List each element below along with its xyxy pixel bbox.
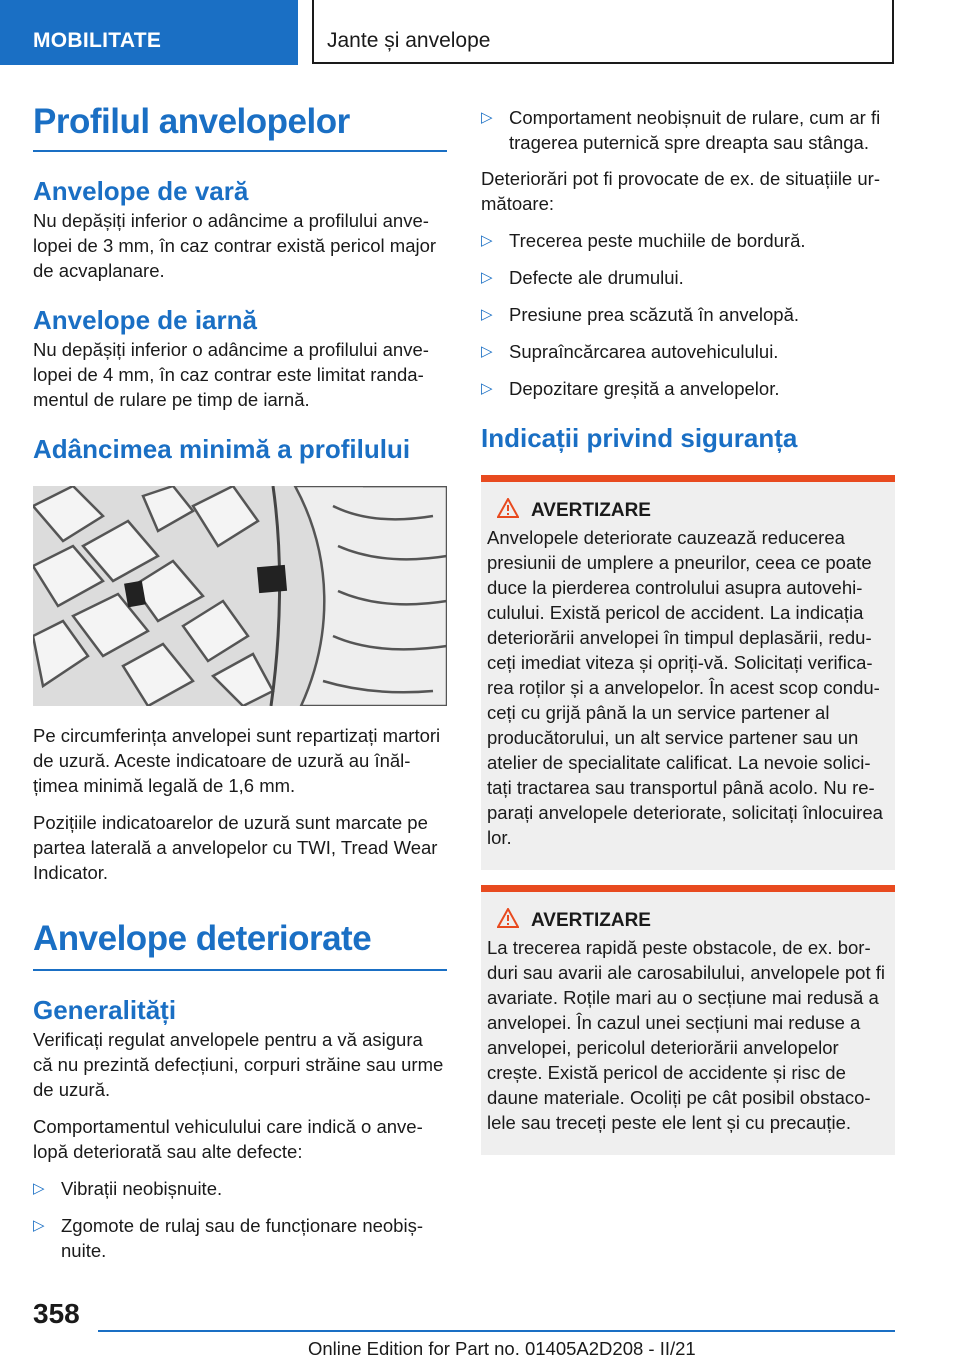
warning-triangle-icon xyxy=(497,498,519,518)
warning-box-2 xyxy=(481,885,895,1155)
title-profile-wrap xyxy=(33,98,447,152)
summer-text: Nu depășiți inferior o adâncime a profilului anvelopei de 3 mm, în caz contrar există pericol major de acvaplanare. xyxy=(33,210,437,281)
bullet-triangle-icon: ▷ xyxy=(33,1217,45,1234)
bullet-triangle-icon: ▷ xyxy=(481,232,493,249)
bullet-triangle-icon: ▷ xyxy=(481,306,493,323)
bullet-triangle-icon: ▷ xyxy=(481,269,493,286)
list-item: ▷ Supraîncărcarea autovehiculului. xyxy=(481,341,779,362)
tire-tread-image xyxy=(33,486,447,706)
warning-title: AVERTIZARE xyxy=(487,910,887,932)
chapter-tab xyxy=(312,0,894,64)
warning-text: Anvelopele deteriorate cauzează reducerea presiunii de umplere a pneurilor, ceea ce poate duce la pierderea controlului asupra autovehiculului. Există pericol de accident. La indicația deteriorării anvelopei în timpul deplasării, reduceți imediat viteza și opriți-vă. Solicitați verificarea roților și a anvelopelor. În acest scop conduceți cu grijă până la un service partener al producătorului, un alt service partener sau un atelier de specialitate calificat. La nevoie solicitați tractarea sau transportul până acolo. Nu reparați anvelopele deteriorate, solicitați înlocuirea lor. xyxy=(487,527,883,848)
section-label: MOBILITATE xyxy=(33,29,162,52)
min-depth-text-2: Pozițiile indicatoarelor de uzură sunt marcate pe partea laterală a anvelopelor cu TWI, Tread Wear Indicator. xyxy=(33,812,438,883)
warning-text: La trecerea rapidă peste obstacole, de ex. borduri sau avarii ale carosabilului, anvelopele pot fi avariate. Roțile mari au o secțiune mai redusă a anvelopei. În cazul unei secțiuni mai reduse a anvelopei, pericolul deteriorării anvelopelor crește. Există pericol de accidente și risc de daune materiale. Ocoliți pe cât posibil obstacolele sau treceți peste ele lent și cu precauție. xyxy=(487,937,885,1133)
warning-box-1 xyxy=(481,475,895,870)
right-column xyxy=(481,105,895,1155)
warning-title: AVERTIZARE xyxy=(487,500,887,522)
damage-causes-list xyxy=(481,228,895,401)
bullet-triangle-icon: ▷ xyxy=(481,343,493,360)
bullet-triangle-icon: ▷ xyxy=(481,380,493,397)
heading-summer-tires: Anvelope de vară xyxy=(33,176,249,206)
general-text-1: Verificați regulat anvelopele pentru a vă asigura că nu prezintă defecțiuni, corpuri străine sau urme de uzură. xyxy=(33,1029,444,1100)
list-item: ▷ Zgomote de rulaj sau de funcționare neobișnuite. xyxy=(33,1215,424,1261)
winter-text: Nu depășiți inferior o adâncime a profilului anvelopei de 4 mm, în caz contrar este limitat randamentul de rulare pe timp de iarnă. xyxy=(33,339,429,410)
footer-divider xyxy=(98,1330,895,1332)
section-tab xyxy=(0,0,298,65)
left-column xyxy=(33,98,447,1263)
min-depth-text-1: Pe circumferința anvelopei sunt repartizați martori de uzură. Aceste indicatoare de uzură au înălțimea minimă legală de 1,6 mm. xyxy=(33,725,441,796)
section-title-damaged-tires: Anvelope deteriorate xyxy=(33,919,372,958)
behavior-list xyxy=(481,105,895,155)
list-item: ▷ Vibrații neobișnuite. xyxy=(33,1178,223,1199)
warning-triangle-icon xyxy=(497,908,519,928)
footer-edition: Online Edition for Part no. 01405A2D208 - II/21 xyxy=(308,1338,696,1359)
title-damaged-wrap xyxy=(33,915,447,971)
tire-tread-illustration xyxy=(33,486,447,706)
list-item: ▷ Presiune prea scăzută în anvelopă. xyxy=(481,304,800,325)
list-item: ▷ Trecerea peste muchiile de bordură. xyxy=(481,230,806,251)
heading-general: Generalități xyxy=(33,995,177,1025)
symptom-list xyxy=(33,1176,447,1263)
general-text-2: Comportamentul vehiculului care indică o anvelopă deteriorată sau alte defecte: xyxy=(33,1116,423,1162)
heading-winter-tires: Anvelope de iarnă xyxy=(33,305,257,335)
damage-causes-text: Deteriorări pot fi provocate de ex. de situațiile următoare: xyxy=(481,168,880,214)
bullet-triangle-icon: ▷ xyxy=(33,1180,45,1197)
bullet-triangle-icon: ▷ xyxy=(481,109,493,126)
heading-safety-notes: Indicații privind siguranța xyxy=(481,423,798,453)
list-item: ▷ Defecte ale drumului. xyxy=(481,267,684,288)
heading-minimum-depth: Adâncimea minimă a profilului xyxy=(33,434,411,464)
list-item: ▷ Depozitare greșită a anvelopelor. xyxy=(481,378,780,399)
page-number: 358 xyxy=(33,1298,80,1329)
chapter-label: Jante și anvelope xyxy=(327,29,491,52)
list-item: ▷ Comportament neobișnuit de rulare, cum ar fi tragerea puternică spre dreapta sau stânga. xyxy=(481,107,881,153)
page-title: Profilul anvelopelor xyxy=(33,102,350,141)
